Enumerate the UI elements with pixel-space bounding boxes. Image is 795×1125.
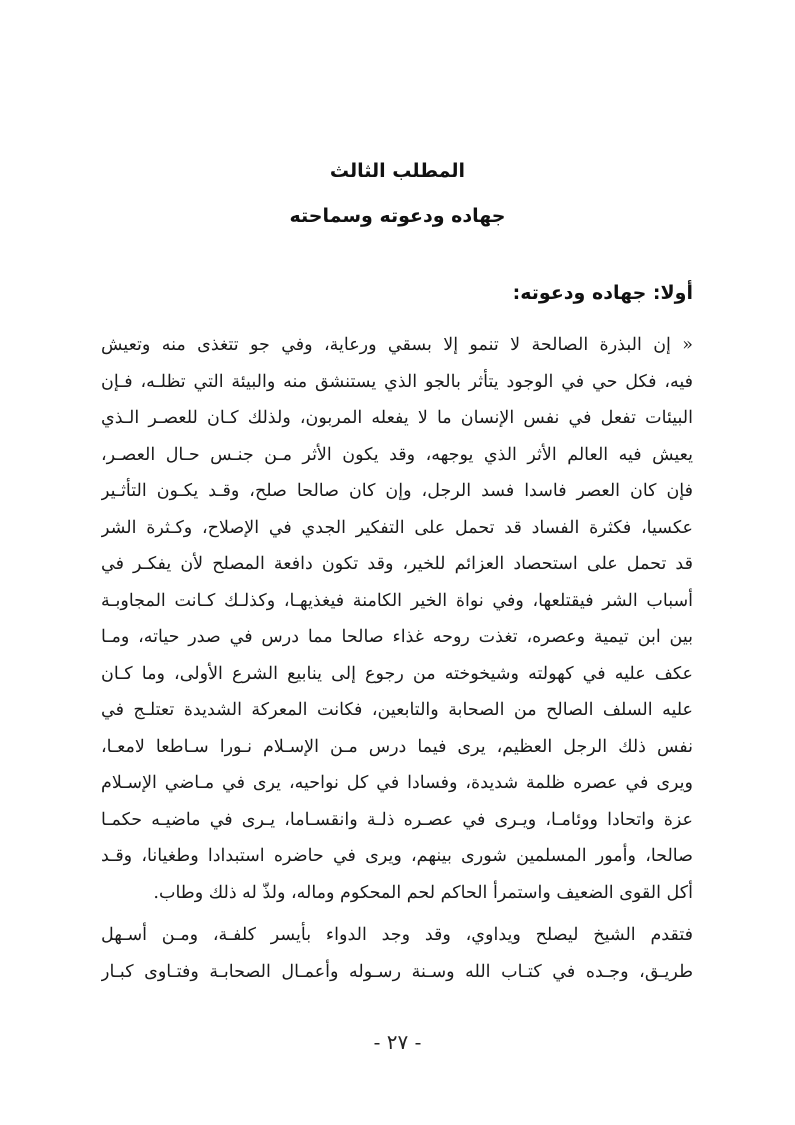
text-line: أسباب الشر فيقتلعها، وفي نواة الخير الكامنة فيغذيهـا، وكذلـك كـانت المجاوبـة (101, 590, 693, 611)
subsection-heading: أولا: جهاده ودعوته: (512, 282, 693, 304)
text-line: « إن البذرة الصالحة لا تنمو إلا بسقي ورعاية، وفي جو تتغذى منه وتعيش (101, 335, 693, 355)
text-line: ويرى في عصره ظلمة شديدة، وفسادا في كل نواحيه، يرى في مـاضي الإسـلام (101, 773, 693, 793)
section-subtitle: جهاده ودعوته وسماحته (289, 205, 506, 227)
paragraph-2 (101, 917, 693, 990)
text-line: أكل القوى الضعيف واستمرأ الحاكم لحم المحكوم وماله، ولذّ له ذلك وطاب. (153, 882, 693, 903)
text-line: فإن كان العصر فاسدا فسد الرجل، وإن كان صالحا صلح، وقـد يكـون التأثـير (101, 481, 693, 501)
text-line: عزة واتحادا ووئامـا، ويـرى في عصـره ذلـة وانقسـاما، يـرى في ماضيـه حكمـا (101, 809, 693, 830)
text-line: نفس ذلك الرجل العظيم، يرى فيما درس مـن الإسـلام نـورا سـاطعا لامعـا، (101, 736, 693, 757)
section-title: المطلب الثالث (329, 160, 466, 182)
text-line: البيئات تفعل في نفس الإنسان ما لا يفعله المربون، ولذلك كـان للعصـر الـذي (101, 408, 693, 428)
paragraph-1 (101, 327, 693, 911)
text-line: عكف عليه في كهولته وشيخوخته من رجوع إلى ينابيع الشرع الأولى، وما كـان (101, 663, 693, 684)
text-line: فيه، فكل حي في الوجود يتأثر بالجو الذي يستنشق منه والبيئة التي تظلـه، فـإن (101, 371, 693, 392)
text-line: طريـق، وجـده في كتـاب الله وسـنة رسـوله وأعمـال الصحابـة وفتـاوى كبـار (101, 961, 693, 982)
text-line: قد تحمل على استحصاد العزائم للخير، وقد تكون دافعة المصلح لأن يفكـر في (101, 554, 693, 574)
text-line: بين ابن تيمية وعصره، تغذت روحه غذاء صالحا مما درس في صدر حياته، ومـا (101, 627, 693, 647)
text-line: عليه السلف الصالح من الصحابة والتابعين، فكانت المعركة الشديدة تعتلـج في (101, 700, 693, 720)
text-line: فتقدم الشيخ ليصلح ويداوي، وقد وجد الدواء بأيسر كلفـة، ومـن أسـهل (101, 925, 693, 945)
text-line: عكسيا، فكثرة الفساد قد تحمل على التفكير الجدي في الإصلاح، وكـثرة الشر (101, 517, 693, 538)
page-number: - ٢٧ - (373, 1030, 422, 1054)
text-line: صالحا، وأمور المسلمين شورى بينهم، ويرى في حاضره استبدادا وطغيانا، وقـد (101, 846, 693, 866)
text-line: يعيش فيه العالم الأثر الذي يوجهه، وقد يكون الأثر مـن جنـس حـال العصـر، (101, 444, 693, 465)
